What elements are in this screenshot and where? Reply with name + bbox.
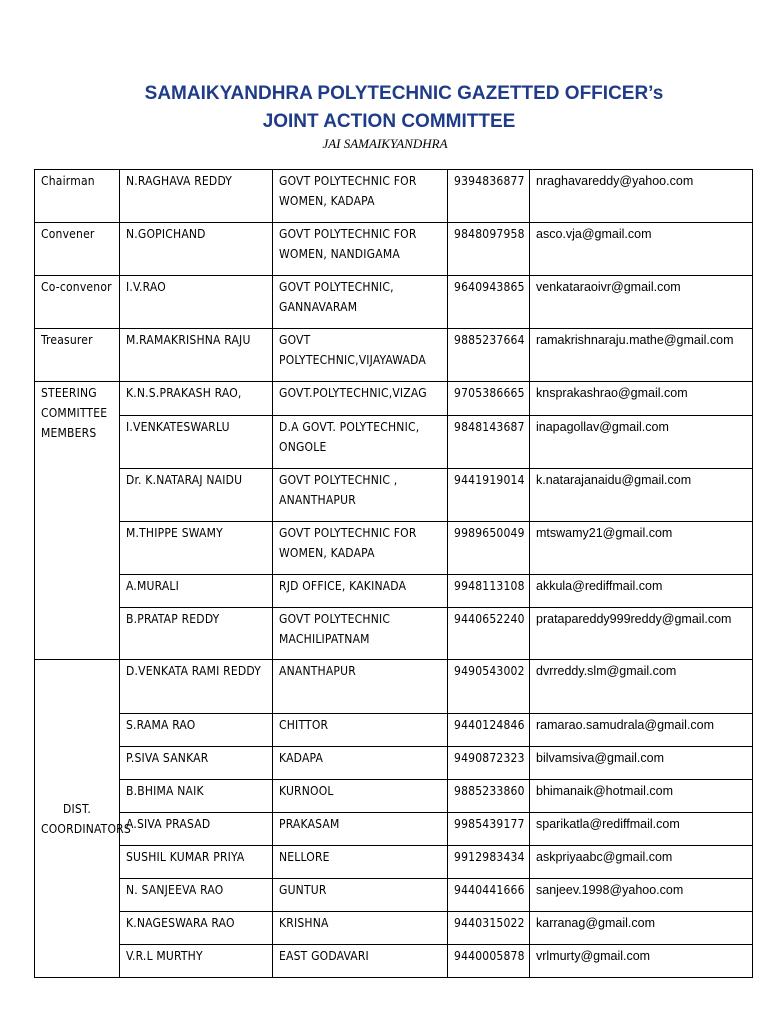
member-phone: 9394836877 — [448, 170, 530, 223]
title-line-2: JOINT ACTION COMMITTEE — [262, 111, 516, 132]
member-phone: 9490543002 — [448, 660, 530, 714]
member-name: M.RAMAKRISHNA RAJU — [120, 329, 273, 382]
table-row — [35, 223, 753, 276]
member-name: N.GOPICHAND — [120, 223, 273, 276]
member-phone: 9848143687 — [448, 416, 530, 469]
member-phone: 9440441666 — [448, 879, 530, 912]
table-row — [35, 575, 753, 608]
member-phone: 9490872323 — [448, 747, 530, 780]
member-phone: 9848097958 — [448, 223, 530, 276]
table-row — [35, 469, 753, 522]
member-institution: GOVT.POLYTECHNIC,VIZAG — [273, 382, 448, 416]
role-cell: Chairman — [35, 170, 120, 223]
table-row — [35, 416, 753, 469]
member-email: k.natarajanaidu@gmail.com — [530, 469, 753, 522]
member-name: S.RAMA RAO — [120, 714, 273, 747]
table-row — [35, 813, 753, 846]
table-row — [35, 747, 753, 780]
table-row — [35, 660, 753, 714]
role-cell: Co-convenor — [35, 276, 120, 329]
member-name: N. SANJEEVA RAO — [120, 879, 273, 912]
role-cell: Convener — [35, 223, 120, 276]
subtitle: JAI SAMAIKYANDHRA — [322, 136, 448, 151]
member-name: SUSHIL KUMAR PRIYA — [120, 846, 273, 879]
table-row — [35, 714, 753, 747]
member-phone: 9441919014 — [448, 469, 530, 522]
table-row — [35, 879, 753, 912]
member-institution: GOVT POLYTECHNIC FOR WOMEN, NANDIGAMA — [273, 223, 448, 276]
member-email: bilvamsiva@gmail.com — [530, 747, 753, 780]
member-email: ramarao.samudrala@gmail.com — [530, 714, 753, 747]
table-row — [35, 945, 753, 978]
member-email: inapagollav@gmail.com — [530, 416, 753, 469]
member-name: I.V.RAO — [120, 276, 273, 329]
member-email: dvrreddy.slm@gmail.com — [530, 660, 753, 714]
member-email: sanjeev.1998@yahoo.com — [530, 879, 753, 912]
member-institution: KRISHNA — [273, 912, 448, 945]
member-phone: 9985439177 — [448, 813, 530, 846]
member-institution: GOVT POLYTECHNIC , ANANTHAPUR — [273, 469, 448, 522]
member-name: B.BHIMA NAIK — [120, 780, 273, 813]
member-institution: GOVT POLYTECHNIC FOR WOMEN, KADAPA — [273, 170, 448, 223]
table-row — [35, 780, 753, 813]
member-phone: 9885237664 — [448, 329, 530, 382]
member-email: asco.vja@gmail.com — [530, 223, 753, 276]
member-phone: 9705386665 — [448, 382, 530, 416]
member-phone: 9440652240 — [448, 608, 530, 660]
member-name: A.SIVA PRASAD — [120, 813, 273, 846]
member-email: pratapareddy999reddy@gmail.com — [530, 608, 753, 660]
role-cell: Treasurer — [35, 329, 120, 382]
member-email: knsprakashrao@gmail.com — [530, 382, 753, 416]
table-row — [35, 382, 753, 416]
member-email: nraghavareddy@yahoo.com — [530, 170, 753, 223]
member-name: K.N.S.PRAKASH RAO, — [120, 382, 273, 416]
member-email: ramakrishnaraju.mathe@gmail.com — [530, 329, 753, 382]
member-name: V.R.L MURTHY — [120, 945, 273, 978]
member-institution: CHITTOR — [273, 714, 448, 747]
member-institution: GUNTUR — [273, 879, 448, 912]
member-email: venkataraoivr@gmail.com — [530, 276, 753, 329]
member-phone: 9640943865 — [448, 276, 530, 329]
member-phone: 9989650049 — [448, 522, 530, 575]
member-name: Dr. K.NATARAJ NAIDU — [120, 469, 273, 522]
member-institution: KURNOOL — [273, 780, 448, 813]
table-row — [35, 522, 753, 575]
member-email: bhimanaik@hotmail.com — [530, 780, 753, 813]
member-institution: KADAPA — [273, 747, 448, 780]
table-row — [35, 846, 753, 879]
member-phone: 9948113108 — [448, 575, 530, 608]
title-line-1: SAMAIKYANDHRA POLYTECHNIC GAZETTED OFFICER’s — [144, 83, 664, 104]
member-name: K.NAGESWARA RAO — [120, 912, 273, 945]
table-row — [35, 608, 753, 660]
member-name: B.PRATAP REDDY — [120, 608, 273, 660]
member-institution: EAST GODAVARI — [273, 945, 448, 978]
member-email: sparikatla@rediffmail.com — [530, 813, 753, 846]
member-institution: GOVT POLYTECHNIC, GANNAVARAM — [273, 276, 448, 329]
member-email: akkula@rediffmail.com — [530, 575, 753, 608]
member-phone: 9912983434 — [448, 846, 530, 879]
table-row — [35, 912, 753, 945]
member-email: askpriyaabc@gmail.com — [530, 846, 753, 879]
member-name: A.MURALI — [120, 575, 273, 608]
member-phone: 9440315022 — [448, 912, 530, 945]
member-email: karranag@gmail.com — [530, 912, 753, 945]
member-phone: 9440124846 — [448, 714, 530, 747]
table-row — [35, 170, 753, 223]
member-institution: GOVT POLYTECHNIC,VIJAYAWADA — [273, 329, 448, 382]
committee-table — [34, 169, 753, 978]
member-institution: RJD OFFICE, KAKINADA — [273, 575, 448, 608]
member-institution: D.A GOVT. POLYTECHNIC, ONGOLE — [273, 416, 448, 469]
role-cell: STEERING COMMITTEE MEMBERS — [35, 382, 120, 660]
member-name: D.VENKATA RAMI REDDY — [120, 660, 273, 714]
role-cell: DIST. COORDINATORS — [35, 660, 120, 978]
member-name: M.THIPPE SWAMY — [120, 522, 273, 575]
member-institution: GOVT POLYTECHNIC MACHILIPATNAM — [273, 608, 448, 660]
member-name: I.VENKATESWARLU — [120, 416, 273, 469]
table-row — [35, 329, 753, 382]
member-phone: 9885233860 — [448, 780, 530, 813]
member-institution: PRAKASAM — [273, 813, 448, 846]
member-institution: NELLORE — [273, 846, 448, 879]
member-name: P.SIVA SANKAR — [120, 747, 273, 780]
member-name: N.RAGHAVA REDDY — [120, 170, 273, 223]
member-institution: GOVT POLYTECHNIC FOR WOMEN, KADAPA — [273, 522, 448, 575]
table-row — [35, 276, 753, 329]
member-phone: 9440005878 — [448, 945, 530, 978]
member-email: mtswamy21@gmail.com — [530, 522, 753, 575]
member-institution: ANANTHAPUR — [273, 660, 448, 714]
member-email: vrlmurty@gmail.com — [530, 945, 753, 978]
